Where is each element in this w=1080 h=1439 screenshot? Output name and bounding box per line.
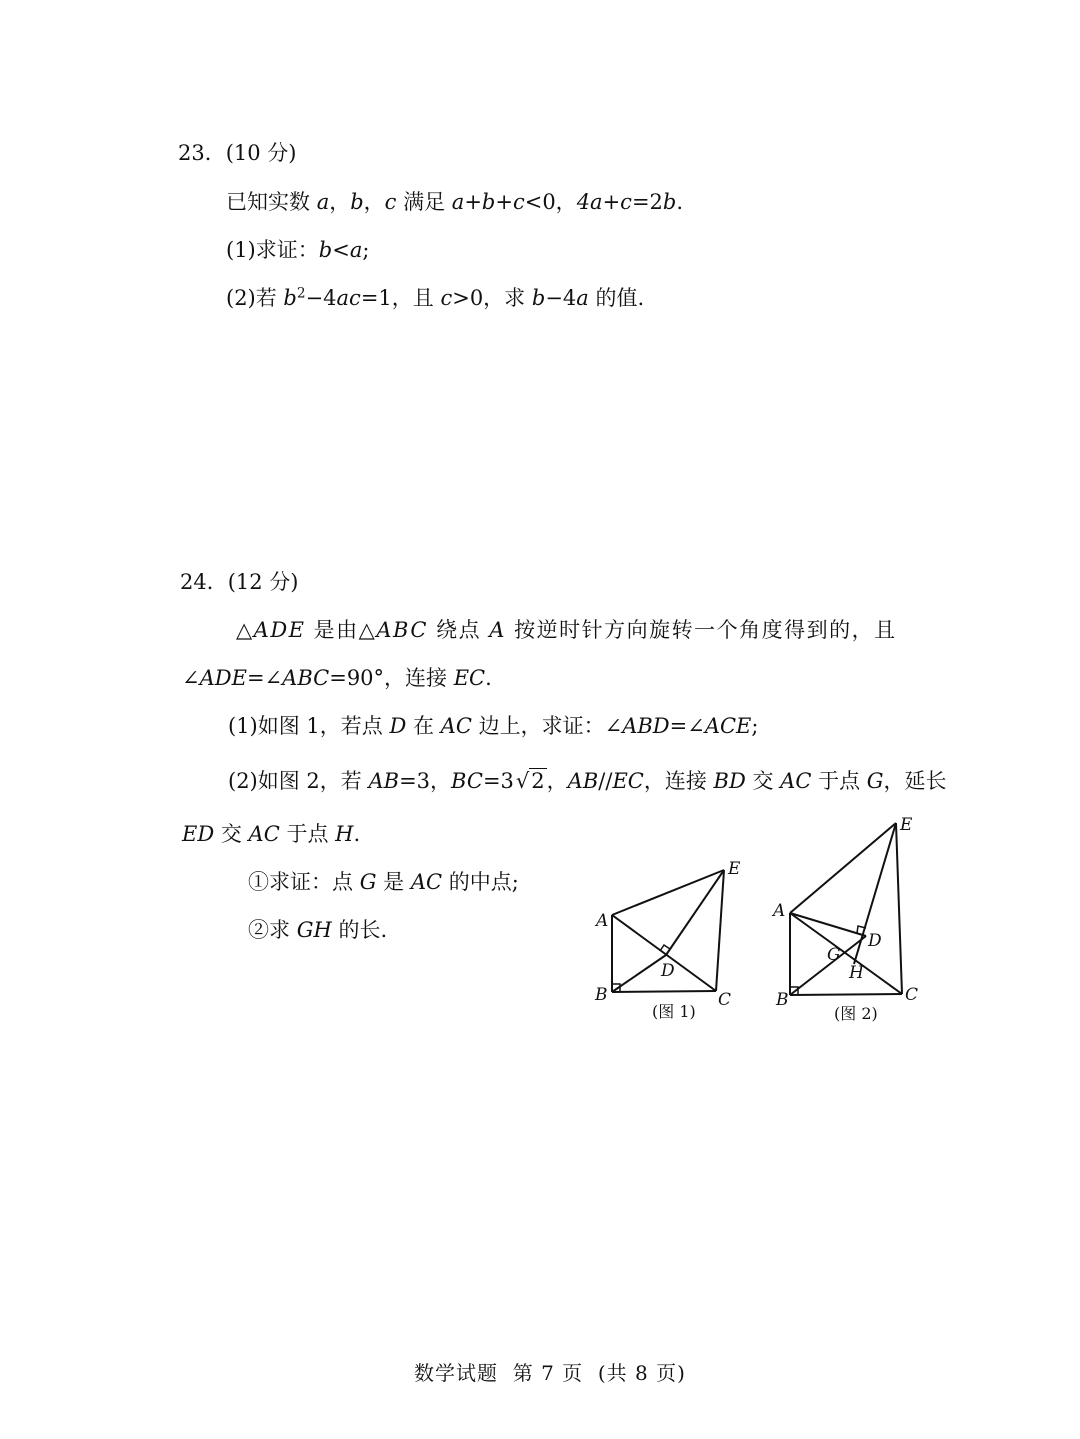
q24-stem-line2: ∠ADE=∠ABC=90°，连接 EC. [182,666,492,690]
fig2-label-e: E [900,815,913,835]
q23-part2: (2)若 $b^2-4ac=1$，且 c>0，求 b−4a 的值. [226,285,645,310]
fig2-label-c: C [905,985,919,1005]
fig1-seg-ae [612,870,724,915]
fig2-label-b: B [776,990,789,1010]
fig1-caption: (图 1) [652,1002,696,1021]
fig2-label-d: D [868,931,882,951]
fig2-label-h: H [849,963,864,983]
fig1-label-c: C [718,990,732,1010]
q24-sub2: ②求 GH 的长. [248,918,388,942]
q24-part2: (2)如图 2，若 AB=3，BC=3√2，AB//EC，连接 BD 交 AC 于点 G，延长 [228,769,947,793]
fig2-seg-ad [790,913,866,936]
fig1-seg-de [666,870,724,955]
q24-heading: 24．(12 分) [180,570,299,594]
fig2-label-g: G [827,945,841,965]
q23-heading: 23．(10 分) [178,141,297,165]
sqrt-symbol: √2 [515,769,545,793]
fig1-seg-bc [612,991,716,992]
fig2-seg-bc [790,994,902,995]
fig1-seg-ec [716,870,724,991]
q24-sub1: ①求证：点 G 是 AC 的中点; [248,870,519,894]
q24-part1: (1)如图 1，若点 D 在 AC 边上，求证：∠ABD=∠ACE; [228,714,759,738]
fig1-label-e: E [728,859,741,879]
fig2-label-a: A [773,901,786,921]
q23-stem: 已知实数 a，b，c 满足 a+b+c<0，4a+c=2b. [226,190,684,214]
fig1-label-d: D [661,961,675,981]
fig2-caption: (图 2) [834,1004,878,1023]
fig1-label-a: A [596,911,609,931]
q23-part1: (1)求证：b<a; [226,238,370,262]
fig1-label-b: B [595,985,608,1005]
fig2-seg-ec [896,823,902,994]
fig2-seg-ae [790,823,896,913]
q24-part2-cont: ED 交 AC 于点 H. [182,822,361,846]
q24-stem-line1: △ADE 是由△ABC 绕点 A 按逆时针方向旋转一个角度得到的，且 [236,618,897,642]
page-footer: 数学试题 第 7 页 (共 8 页) [414,1361,686,1385]
